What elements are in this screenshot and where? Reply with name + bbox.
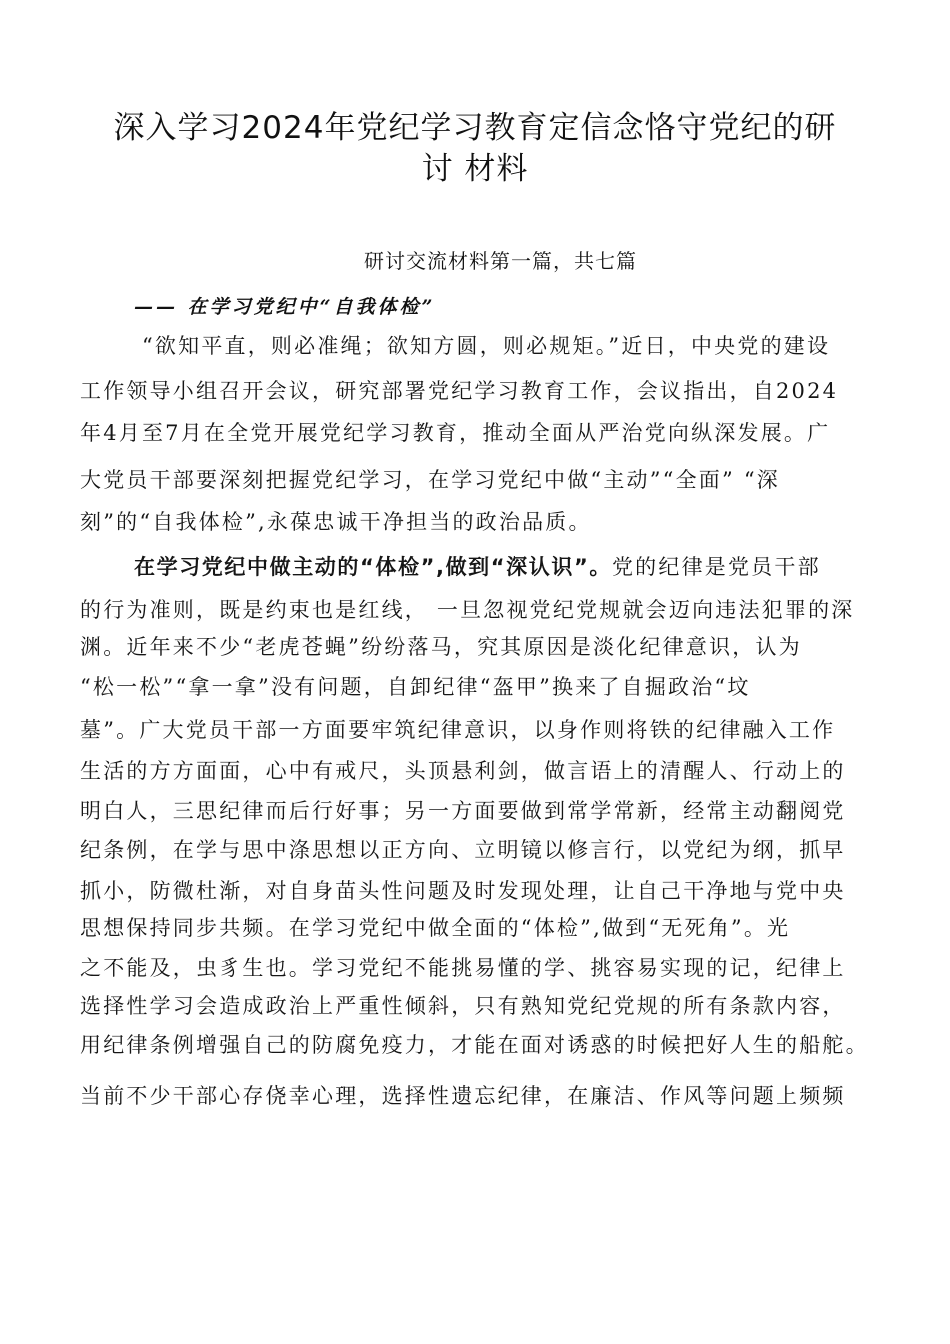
paragraph-2-first-rest: 党的纪律是党员干部 bbox=[611, 555, 821, 579]
body-line: 思想保持同步共频。在学习党纪中做全面的“体检”,做到“无死角”。光 bbox=[80, 916, 791, 940]
body-line: 工作领导小组召开会议，研究部署党纪学习教育工作，会议指出，自2024 bbox=[80, 379, 839, 403]
document-title-line-2: 讨 材料 bbox=[421, 151, 529, 187]
section-heading: —— 在学习党纪中“自我体检” bbox=[134, 296, 436, 318]
body-line: 明白人，三思纪律而后行好事；另一方面要做到常学常新，经常主动翻阅党 bbox=[80, 799, 846, 823]
body-line: 年4月至7月在全党开展党纪学习教育，推动全面从严治党向纵深发展。广 bbox=[80, 421, 831, 445]
body-line: 刻”的“自我体检”,永葆忠诚干净担当的政治品质。 bbox=[80, 510, 592, 534]
body-line: 生活的方方面面，心中有戒尺，头顶悬利剑，做言语上的清醒人、行动上的 bbox=[80, 759, 846, 783]
body-line: 当前不少干部心存侥幸心理，选择性遗忘纪律，在廉洁、作风等问题上频频 bbox=[80, 1084, 846, 1108]
body-line: 纪条例，在学与思中涤思想以正方向、立明镜以修言行，以党纪为纲，抓早 bbox=[80, 838, 846, 862]
document-title-line-1: 深入学习2024年党纪学习教育定信念恪守党纪的研 bbox=[113, 110, 837, 146]
body-line: “欲知平直，则必准绳；欲知方圆，则必规矩。”近日，中央党的建设 bbox=[142, 334, 831, 358]
paragraph-2-first-line bbox=[134, 551, 821, 581]
paragraph-2-bold-lead: 在学习党纪中做主动的“体检”,做到“深认识”。 bbox=[134, 555, 612, 579]
body-line: 用纪律条例增强自己的防腐免疫力，才能在面对诱惑的时候把好人生的船舵。 bbox=[80, 1033, 869, 1057]
body-line: 墓”。广大党员干部一方面要牢筑纪律意识，以身作则将铁的纪律融入工作 bbox=[80, 718, 836, 742]
document-subtitle: 研讨交流材料第一篇，共七篇 bbox=[364, 249, 637, 273]
body-line: “松一松”“拿一拿”没有问题，自卸纪律“盔甲”换来了自掘政治“坟 bbox=[80, 675, 751, 699]
body-line: 大党员干部要深刻把握党纪学习，在学习党纪中做“主动”“全面” “深 bbox=[80, 468, 780, 492]
body-line: 渊。近年来不少“老虎苍蝇”纷纷落马，究其原因是淡化纪律意识，认为 bbox=[80, 635, 802, 659]
body-line: 选择性学习会造成政治上严重性倾斜，只有熟知党纪党规的所有条款内容， bbox=[80, 994, 846, 1018]
body-line: 的行为准则，既是约束也是红线， 一旦忽视党纪党规就会迈向违法犯罪的深 bbox=[80, 598, 855, 622]
body-line: 之不能及，虫豸生也。学习党纪不能挑易懂的学、挑容易实现的记，纪律上 bbox=[80, 956, 846, 980]
body-line: 抓小，防微杜渐，对自身苗头性问题及时发现处理，让自己干净地与党中央 bbox=[80, 879, 846, 903]
